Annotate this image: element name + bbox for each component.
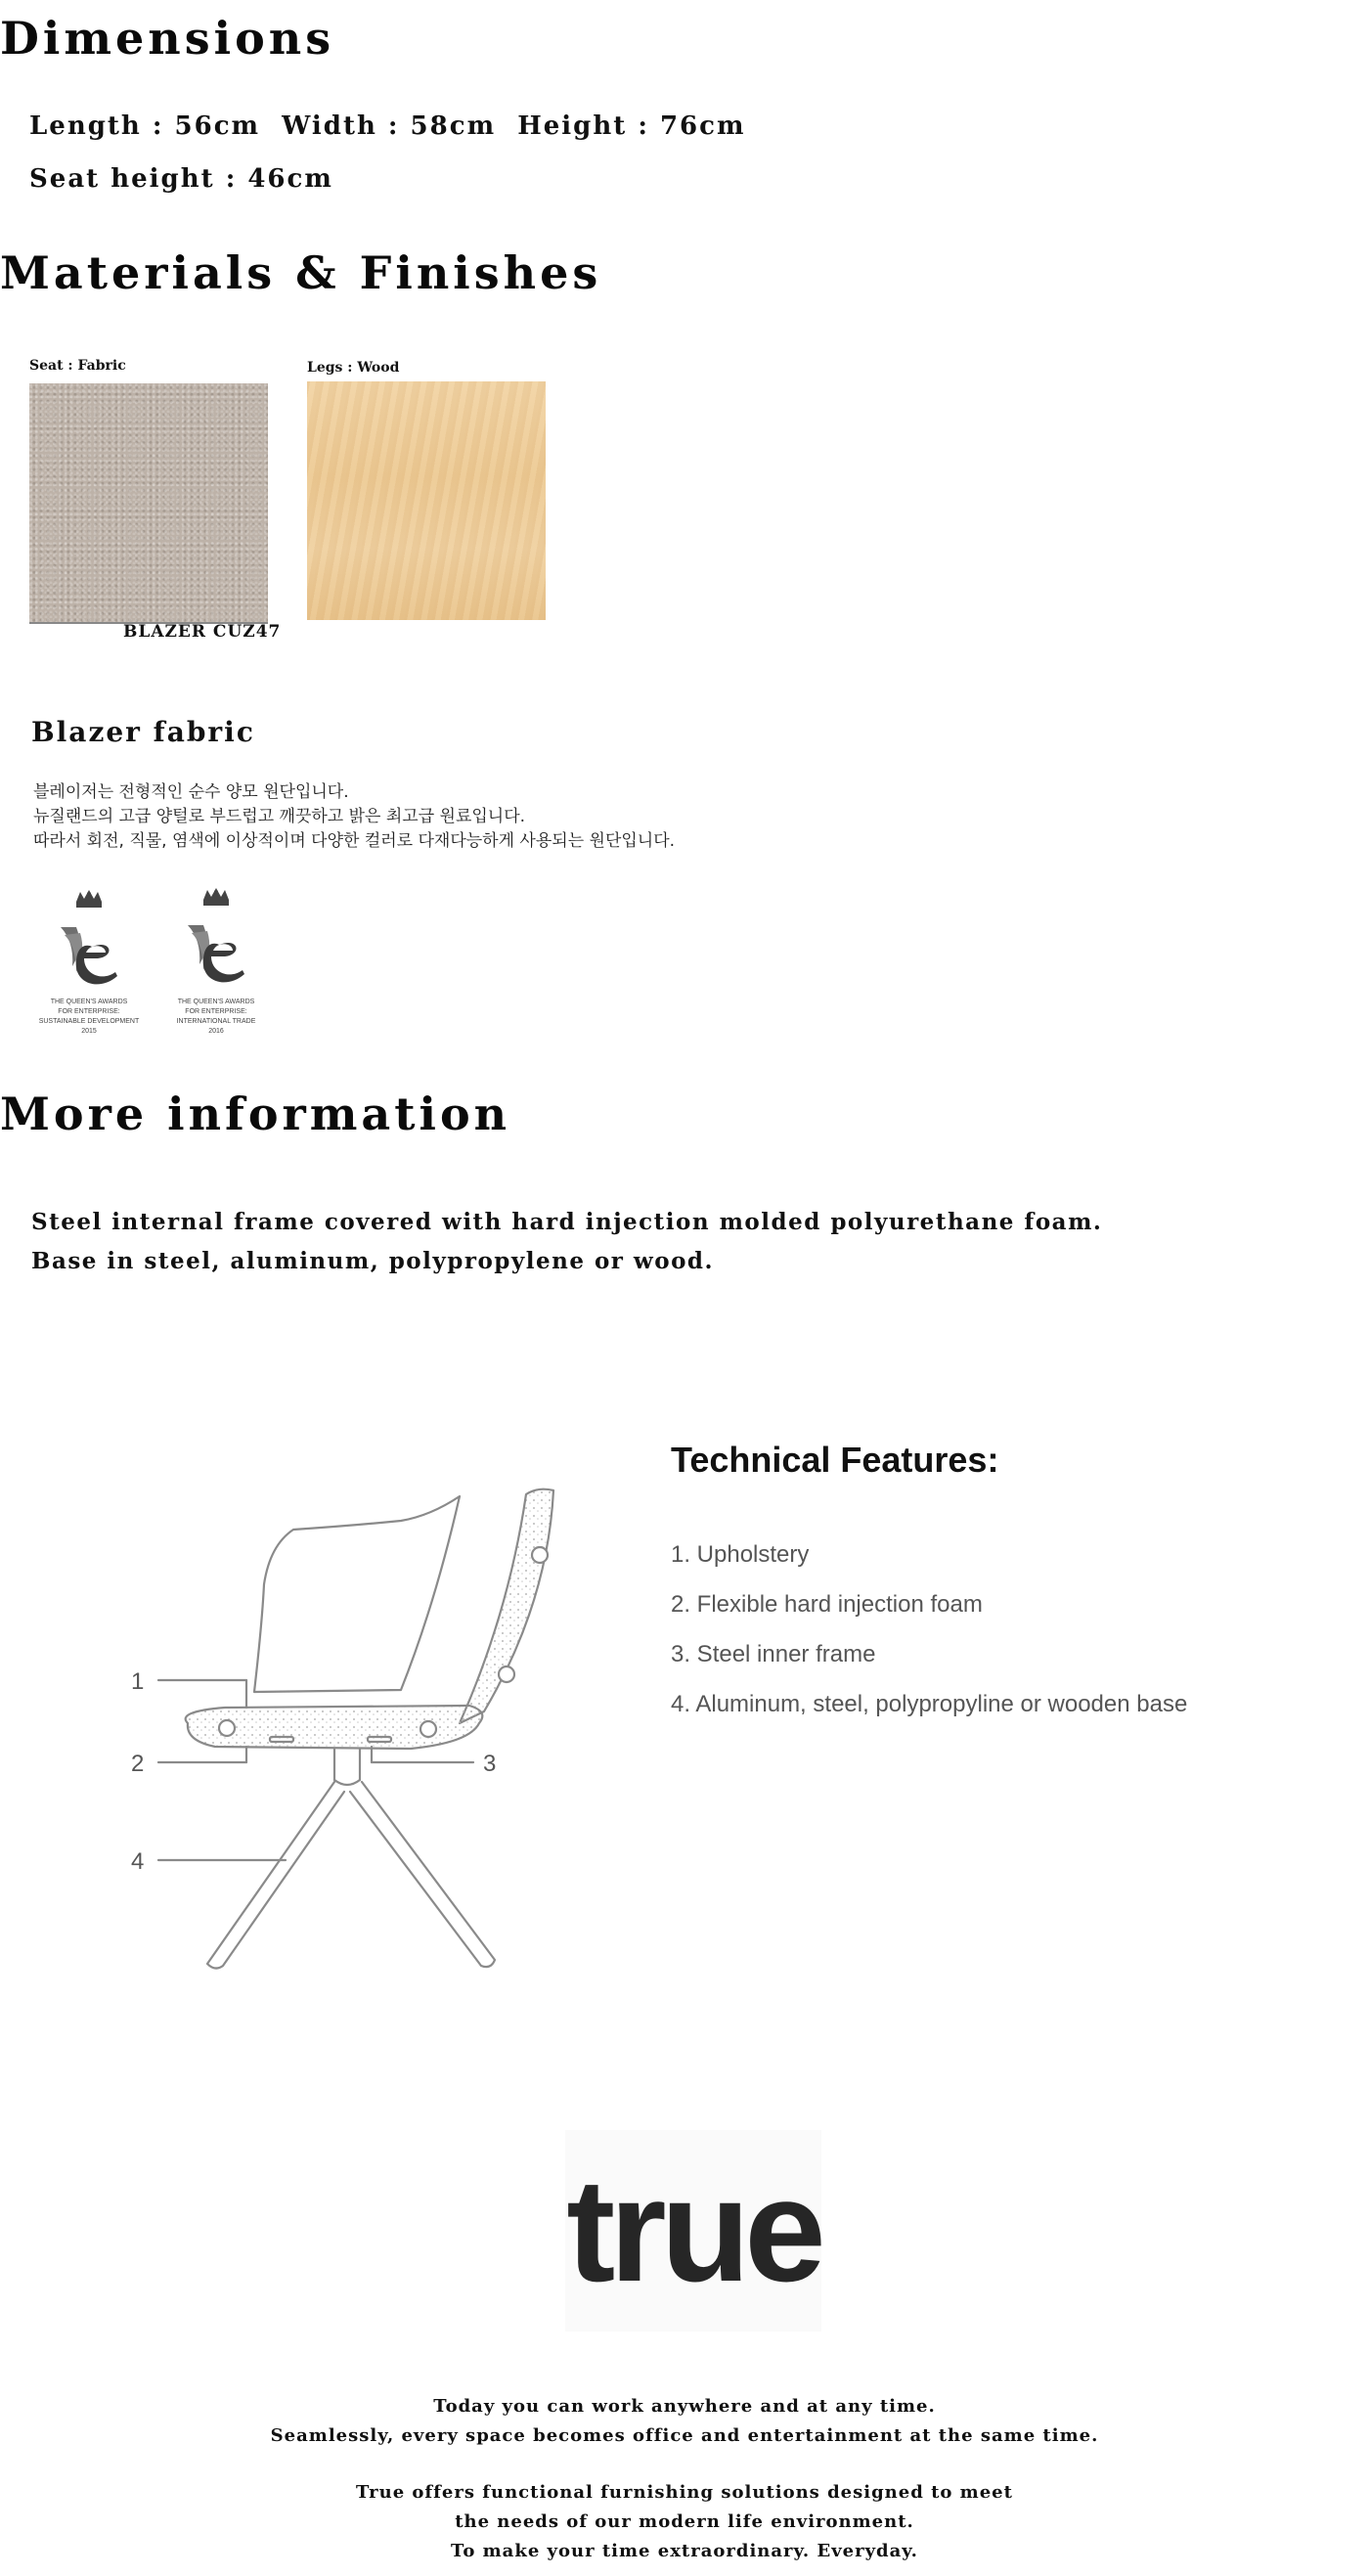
footer-line: To make your time extraordinary. Everyday. xyxy=(451,2541,918,2561)
technical-item: 4. Aluminum, steel, polypropyline or wooden base xyxy=(671,1691,1188,1717)
brand-logo xyxy=(565,2130,821,2332)
seat-label: Seat : Fabric xyxy=(29,358,126,374)
wood-swatch xyxy=(307,381,546,620)
fabric-line: 블레이저는 전형적인 순수 양모 원단입니다. xyxy=(33,782,349,802)
fabric-title: Blazer fabric xyxy=(31,716,255,748)
fabric-line: 뉴질랜드의 고급 양털로 부드럽고 깨끗하고 밝은 최고급 원료입니다. xyxy=(33,807,526,826)
dimensions-line-1: Length : 56cm Width : 58cm Height : 76cm xyxy=(29,111,746,141)
queens-award-emblem-icon xyxy=(55,888,123,991)
queens-award-emblem-icon xyxy=(182,886,250,991)
callout-1: 1 xyxy=(131,1668,145,1695)
seat-caption: BLAZER CUZ47 xyxy=(123,622,282,642)
award-badge-international xyxy=(162,886,270,1037)
fabric-description xyxy=(33,780,675,854)
logo-text: true xyxy=(566,2148,820,2312)
award-text: SUSTAINABLE DEVELOPMENT xyxy=(38,1018,140,1025)
award-text: FOR ENTERPRISE: xyxy=(185,1008,247,1015)
technical-item: 2. Flexible hard injection foam xyxy=(671,1591,983,1618)
more-info-heading: More information xyxy=(0,1088,511,1140)
chair-technical-diagram xyxy=(117,1467,577,2015)
award-text: INTERNATIONAL TRADE xyxy=(176,1018,256,1025)
footer-line: True offers functional furnishing solutions designed to meet xyxy=(356,2482,1013,2503)
award-text: FOR ENTERPRISE: xyxy=(58,1008,120,1015)
technical-title: Technical Features: xyxy=(671,1440,999,1480)
callout-2: 2 xyxy=(131,1751,145,1777)
technical-list xyxy=(671,1541,1187,1741)
award-text: 2016 xyxy=(208,1028,224,1035)
footer-paragraph-1 xyxy=(0,2392,1369,2451)
footer-line: the needs of our modern life environment. xyxy=(455,2511,914,2532)
dimensions-line-2: Seat height : 46cm xyxy=(29,164,333,194)
more-info-line-2: Base in steel, aluminum, polypropylene or wood. xyxy=(31,1248,715,1274)
technical-item: 3. Steel inner frame xyxy=(671,1641,876,1667)
callout-3: 3 xyxy=(483,1751,497,1777)
dimensions-heading: Dimensions xyxy=(0,12,335,65)
award-text: THE QUEEN'S AWARDS xyxy=(177,999,255,1005)
footer-line: Today you can work anywhere and at any time. xyxy=(433,2396,936,2417)
fabric-line: 따라서 회전, 직물, 염색에 이상적이며 다양한 컬러로 다재다능하게 사용되는 원단입니다. xyxy=(33,831,676,851)
award-text: THE QUEEN'S AWARDS xyxy=(50,999,128,1005)
footer-paragraph-2 xyxy=(0,2478,1369,2566)
award-badge-sustainable xyxy=(35,888,143,1037)
materials-heading: Materials & Finishes xyxy=(0,246,602,299)
technical-item: 1. Upholstery xyxy=(671,1541,810,1568)
fabric-swatch xyxy=(29,383,268,624)
footer-line: Seamlessly, every space becomes office and entertainment at the same time. xyxy=(270,2425,1099,2446)
award-text: 2015 xyxy=(81,1028,97,1035)
more-info-line-1: Steel internal frame covered with hard injection molded polyurethane foam. xyxy=(31,1209,1103,1235)
callout-4: 4 xyxy=(131,1848,145,1875)
legs-label: Legs : Wood xyxy=(307,360,400,376)
